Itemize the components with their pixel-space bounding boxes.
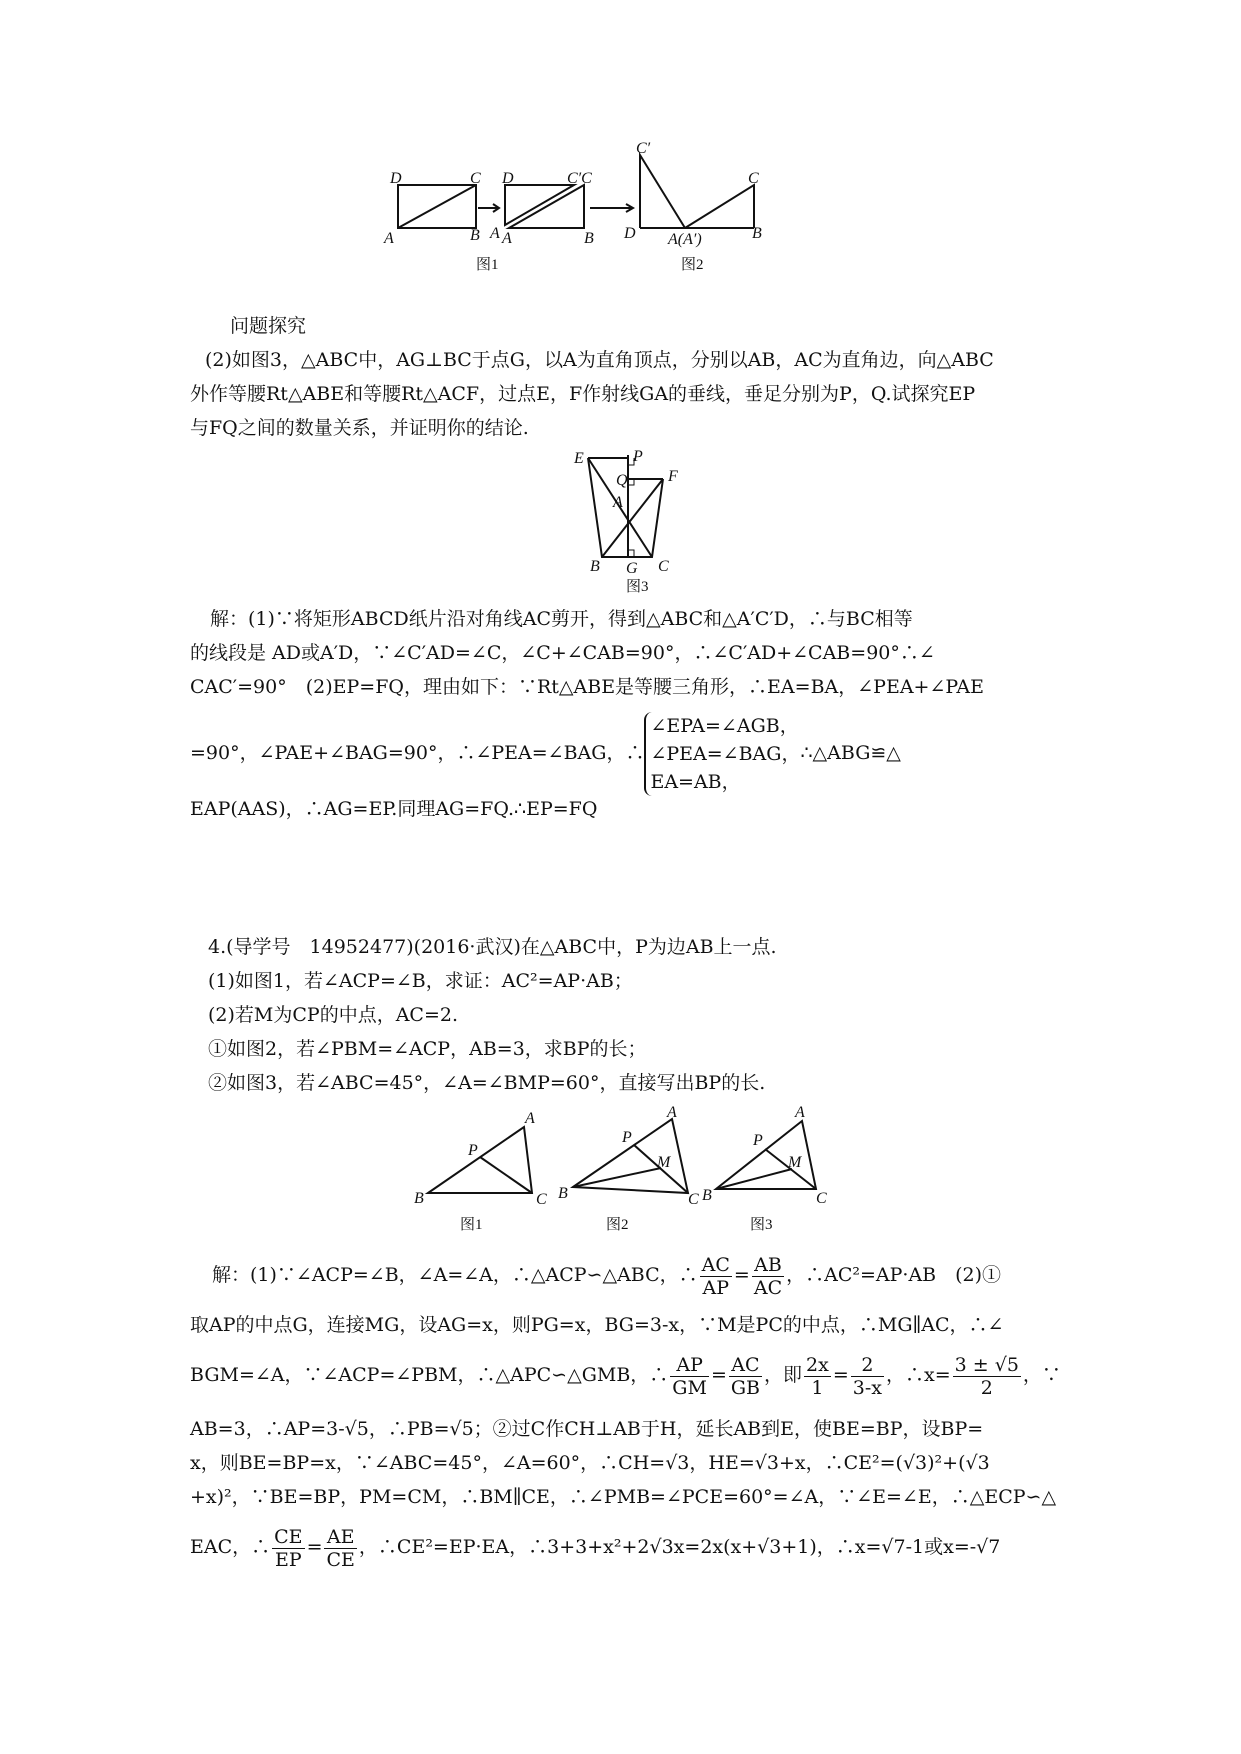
- label-D-3: D: [624, 225, 636, 242]
- label-AAp: A(A′): [668, 231, 702, 248]
- label-Q: Q: [616, 472, 628, 489]
- label-B-3: B: [752, 225, 762, 242]
- fig4-3-label-C: C: [816, 1190, 827, 1207]
- frac-num: AB: [752, 1254, 784, 1277]
- frac-den: 1: [811, 1376, 824, 1399]
- q4-line2: (1)如图1，若∠ACP=∠B，求证：AC²=AP·AB；: [208, 970, 633, 992]
- label-G: G: [626, 560, 638, 577]
- caption-fig4-3: 图3: [750, 1217, 773, 1233]
- caption-fig1: 图1: [476, 257, 499, 273]
- fraction-ae-ce: [324, 1526, 356, 1571]
- q4-line1: 4.(导学号 14952477)(2016·武汉)在△ABC中，P为边AB上一点.: [208, 936, 777, 958]
- diagonal-ac: [398, 185, 476, 228]
- triangle-acd-cut: [505, 185, 574, 225]
- frac-num: 2x: [806, 1353, 829, 1376]
- segment-cp-1: [480, 1157, 532, 1193]
- frac-den: GM: [672, 1376, 707, 1399]
- equals: =: [710, 1364, 727, 1386]
- sol2-l3b: ，即: [764, 1364, 803, 1386]
- label-B: B: [470, 227, 480, 244]
- label-A-2b: A: [502, 230, 512, 247]
- triangle-acd-rotated: [640, 155, 685, 228]
- fraction-2-3mx: [851, 1354, 884, 1399]
- sol2-line6: +x)²，∵BE=BP，PM=CM，∴BM∥CE，∴∠PMB=∠PCE=60°=∠A，∵∠E=∠E，∴△ECP∽△: [190, 1486, 1057, 1508]
- label-A: A: [384, 230, 394, 247]
- sol2-l7b: ，∴CE²=EP·EA，∴3+3+x²+2√3x=2x(x+√3+1)，∴x=√7-1或x=-√7: [358, 1536, 1001, 1558]
- figure-3: [560, 445, 720, 595]
- sol2-line4: AB=3，∴AP=3-√5，∴PB=√5；②过C作CH⊥AB于H，延长AB到E，使BE=BP，设BP=: [190, 1418, 984, 1440]
- sol2-l1b: ，∴AC²=AP·AB (2)①: [786, 1264, 1002, 1286]
- figure-4: [410, 1105, 870, 1250]
- heading-problem-inquiry: 问题探究: [230, 315, 307, 337]
- frac-den: 3-x: [852, 1376, 882, 1399]
- sol1-line4b: ∴△ABG≌△: [800, 742, 901, 764]
- caption-fig3: 图3: [626, 579, 649, 595]
- fraction-ab-ac: [752, 1254, 784, 1299]
- frac-num: 2: [851, 1354, 884, 1377]
- congruence-conditions: [644, 712, 800, 796]
- label-B-2: B: [584, 230, 594, 247]
- fraction-ce-ep: [272, 1526, 304, 1571]
- frac-num: CE: [274, 1525, 303, 1548]
- sol2-l1a: 解：(1)∵∠ACP=∠B，∠A=∠A，∴△ACP∽△ABC，∴: [212, 1264, 698, 1286]
- fig4-1-label-A: A: [525, 1110, 535, 1127]
- label-B: B: [590, 558, 600, 575]
- caption-fig4-2: 图2: [606, 1217, 629, 1233]
- fraction-ac-gb: [729, 1354, 762, 1399]
- fraction-x-solution: [953, 1354, 1021, 1399]
- frac-num: AC: [701, 1253, 730, 1276]
- sol1-line1: 解：(1)∵将矩形ABCD纸片沿对角线AC剪开，得到△ABC和△A′C′D，∴与BC相等: [210, 608, 913, 630]
- q2-line1: (2)如图3，△ABC中，AG⊥BC于点G，以A为直角顶点，分别以AB，AC为直角边，向△ABC: [205, 349, 994, 371]
- sol2-line5: x，则BE=BP=x，∵∠ABC=45°，∠A=60°，∴CH=√3，HE=√3+x，∴CE²=(√3)²+(√3: [190, 1452, 990, 1474]
- label-E: E: [574, 450, 584, 467]
- sol1-line3: CAC′=90° (2)EP=FQ，理由如下：∵Rt△ABE是等腰三角形，∴EA=BA，∠PEA+∠PAE: [190, 676, 985, 698]
- sol2-line1: [212, 1250, 1082, 1300]
- fig4-2-label-P: P: [622, 1129, 632, 1146]
- label-C: C: [658, 558, 669, 575]
- sol2-l7a: EAC，∴: [190, 1536, 271, 1558]
- sol2-l3c: ，∴x=: [885, 1364, 951, 1386]
- equals: =: [832, 1364, 849, 1386]
- frac-den: 2: [980, 1376, 993, 1399]
- equals: =: [733, 1264, 750, 1286]
- sol2-line7: [190, 1522, 1060, 1572]
- condition-1: ∠EPA=∠AGB，: [650, 715, 799, 737]
- frac-den: AC: [753, 1276, 783, 1299]
- fig4-1-label-P: P: [468, 1142, 478, 1159]
- fig4-3-label-B: B: [702, 1187, 712, 1204]
- frac-den: AP: [702, 1276, 730, 1299]
- fraction-ap-gm: [670, 1354, 709, 1399]
- fig4-2-label-A: A: [667, 1104, 677, 1121]
- label-F: F: [668, 468, 678, 485]
- fig4-3-label-M: M: [788, 1154, 802, 1171]
- q4-line5: ②如图3，若∠ABC=45°，∠A=∠BMP=60°，直接写出BP的长.: [208, 1072, 766, 1094]
- q2-line2: 外作等腰Rt△ABE和等腰Rt△ACF，过点E，F作射线GA的垂线，垂足分别为P，Q.试探究EP: [190, 383, 976, 405]
- label-C: C: [470, 170, 481, 187]
- frac-num: AP: [670, 1354, 709, 1377]
- fig4-2-label-M: M: [657, 1154, 671, 1171]
- condition-3: EA=AB，: [650, 771, 741, 793]
- frac-den: CE: [326, 1548, 355, 1571]
- sol1-line5: EAP(AAS)，∴AG=EP.同理AG=FQ.∴EP=FQ: [190, 798, 598, 820]
- label-A-2a: A: [490, 225, 500, 242]
- sol1-line4a: =90°，∠PAE+∠BAG=90°，∴∠PEA=∠BAG，∴: [190, 742, 645, 764]
- label-C-3: C: [748, 170, 759, 187]
- label-CpC: C′C: [567, 170, 592, 187]
- sol2-l3d: ，∵: [1022, 1364, 1061, 1386]
- equals: =: [306, 1536, 323, 1558]
- frac-den: EP: [275, 1548, 302, 1571]
- q2-line3: 与FQ之间的数量关系，并证明你的结论.: [190, 417, 529, 439]
- frac-num: 3 ± √5: [954, 1353, 1019, 1376]
- fig4-3-label-A: A: [795, 1104, 805, 1121]
- triangle-abc-cut: [509, 185, 584, 228]
- sol2-l3a: BGM=∠A，∵∠ACP=∠PBM，∴△APC∽△GMB，∴: [190, 1364, 669, 1386]
- sol1-line2: 的线段是 AD或A′D，∵∠C′AD=∠C，∠C+∠CAB=90°，∴∠C′AD+∠CAB=90°∴∠: [190, 642, 935, 664]
- sol1-line4: [190, 712, 1060, 796]
- sol2-line3: [190, 1350, 1060, 1400]
- label-D: D: [390, 170, 402, 187]
- frac-num: AC: [729, 1354, 762, 1377]
- caption-fig2: 图2: [681, 257, 704, 273]
- fig4-1-label-C: C: [536, 1191, 547, 1208]
- fig4-2-label-B: B: [558, 1185, 568, 1202]
- fig4-1-label-B: B: [414, 1190, 424, 1207]
- triangle-abc: [685, 185, 754, 228]
- figure-1-2: [384, 140, 790, 275]
- caption-fig4-1: 图1: [460, 1217, 483, 1233]
- label-D-2: D: [502, 170, 514, 187]
- sol2-line2: 取AP的中点G，连接MG，设AG=x，则PG=x，BG=3-x，∵M是PC的中点，∴MG∥AC，∴∠: [190, 1314, 1004, 1336]
- label-Cp: C′: [636, 140, 651, 157]
- label-A: A: [613, 494, 623, 511]
- fig4-2-label-C: C: [688, 1191, 699, 1208]
- frac-num: AE: [324, 1526, 356, 1549]
- label-P: P: [633, 448, 643, 465]
- condition-2: ∠PEA=∠BAG，: [650, 743, 801, 765]
- q4-line3: (2)若M为CP的中点，AC=2.: [208, 1004, 458, 1026]
- fig4-3-label-P: P: [753, 1132, 763, 1149]
- q4-line4: ①如图2，若∠PBM=∠ACP，AB=3，求BP的长；: [208, 1038, 647, 1060]
- fraction-ac-ap: [700, 1254, 732, 1299]
- frac-den: GB: [730, 1376, 760, 1399]
- fraction-2x-1: [804, 1354, 831, 1399]
